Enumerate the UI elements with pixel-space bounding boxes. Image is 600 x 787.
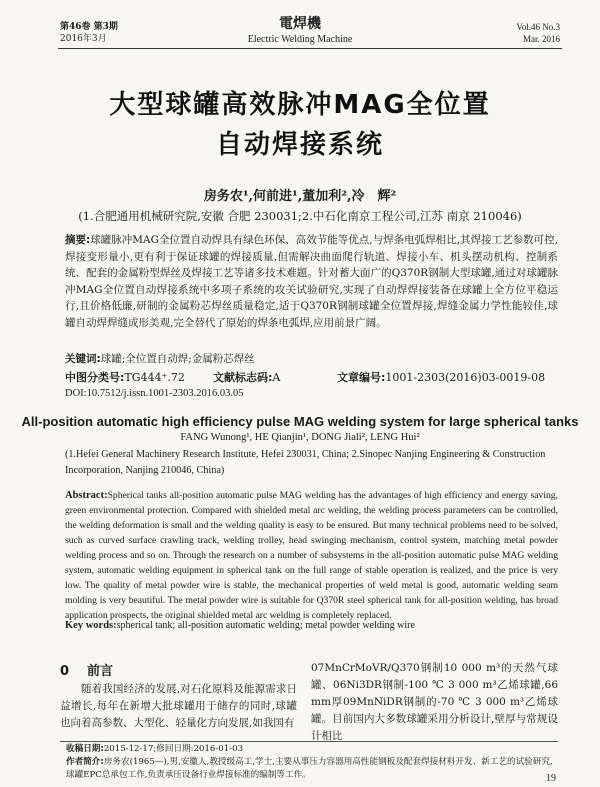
keywords-en-label: Key words: (65, 620, 117, 631)
footnote-rule (60, 741, 558, 742)
clc-value: TG444⁺.72 (124, 371, 185, 384)
journal-date-cn: 2016年3月 (60, 34, 107, 44)
abstract-cn (65, 232, 558, 331)
footnote-dates (66, 743, 558, 756)
keywords-en (65, 620, 558, 631)
keywords-cn (65, 351, 558, 368)
abstract-en (65, 488, 558, 623)
journal-date-en: Mar. 2016 (523, 34, 560, 44)
authors-cn: 房务农¹,何前进¹,董加利²,冷 辉² (203, 189, 397, 204)
affiliation-en: (1.Hefei General Machinery Research Institute, Hefei 230031, China; 2.Sinopec Nanjing Engineering & Construction Incorporation, Nanjing 210046, China) (65, 449, 546, 476)
article-number-label: 文章编号: (337, 371, 386, 384)
keywords-en-text: spherical tank; all-position automatic welding; metal powder welding wire (116, 620, 415, 631)
journal-logo: 電焊機 (279, 16, 321, 32)
journal-volume-cn: 第46卷 第3期 (60, 22, 118, 32)
journal-volume-en: Vol.46 No.3 (516, 22, 560, 32)
header-rule (58, 48, 562, 49)
page-number: 19 (546, 773, 556, 784)
journal-name-en: Electric Welding Machine (247, 34, 353, 45)
abstract-en-label: Abstract: (65, 490, 108, 501)
section-title: 前言 (87, 664, 114, 679)
doi: DOI:10.7512/j.issn.1001-2303.2016.03.05 (65, 388, 244, 399)
received-dates: 2015-12-17;修回日期:2016-01-03 (103, 744, 244, 754)
section-number: 0 (60, 664, 70, 679)
title-en: All-position automatic high efficiency pulse MAG welding system for large spherical tanks (21, 414, 579, 429)
clc-label: 中图分类号: (65, 371, 125, 384)
authors-en: FANG Wunong¹, HE Qianjin¹, DONG Jiali², LENG Hui² (180, 432, 420, 443)
article-number-value: 1001-2303(2016)03-0019-08 (385, 371, 546, 384)
affiliation-cn: (1.合肥通用机械研究院,安徽 合肥 230031;2.中石化南京工程公司,江苏 南京 210046) (78, 209, 522, 223)
abstract-en-text: Spherical tanks all-position automatic pulse MAG welding has the advantages of high efficiency and energy saving, green environmental protection. Compared with shielded metal arc welding, the welding process parameters can be controlled, the welding deformation is small and the welding quality is easy to be ensured. But many technical problems need to be solved, such as curved surface crawling track, welding trolley, head swinging mechanism, control system, matching metal powder welding process and so on. Through the research on a number of subsystems in the all-position automatic pulse MAG welding system, automatic welding equipment in spherical tank on the full range of stable operation is realized, and the price is very low. The quality of metal powder wire is stable, the mechanical properties of weld metal is good, automatic welding seam molding is very beautiful. The metal powder wire is suitable for Q370R steel spherical tank for all-position welding, has broad application prospects, the original shielded metal arc welding is completely replaced. (65, 490, 558, 621)
intro-left-column: 随着我国经济的发展,对石化原料及能源需求日益增长,每年在新增大批球罐用于储存的同时,球罐也向着高参数、大型化、轻量化方向发展,如我国有 (60, 683, 297, 729)
keywords-cn-text: 球罐;全位置自动焊;金属粉芯焊丝 (100, 353, 255, 365)
keywords-cn-label: 关键词: (65, 353, 101, 365)
section-heading (60, 660, 113, 679)
paper-title-line1: 大型球罐高效脉冲MAG全位置 (109, 90, 491, 120)
author-bio-text: 房务农(1965—),男,安徽人,教授级高工,学士,主要从事压力容器用高性能钢板及配套焊接材料开发、新工艺的试验研究,球罐EPC总承包工作,负责承压设备行业焊接标准的编制等工作。 (66, 757, 553, 780)
doc-code-value: A (272, 371, 281, 384)
abstract-cn-label: 摘要: (65, 234, 91, 246)
abstract-cn-text: 球罐脉冲MAG全位置自动焊具有绿色环保、高效节能等优点,与焊条电弧焊相比,其焊接工艺参数可控,焊接变形量小,更有利于保证球罐的焊接质量,但需解决曲面爬行轨道、焊接小车、机头摆动机构、控制系统、配套的金属粉型焊丝及焊接工艺等诸多技术难题。针对蓄大面广的Q370R钢制大型球罐,通过对球罐脉冲MAG全位置自动焊接系统中多项子系统的攻关试验研究,实现了自动焊焊接装备在球罐上全方位平稳运行,且价格低廉,研制的金属粉芯焊丝质量稳定,适于Q370R钢制球罐全位置焊接,焊缝金属力学性能较佳,球罐自动焊焊缝成形美观,完全替代了原始的焊条电弧焊,应用前景广阔。 (65, 234, 559, 329)
classification-row (65, 369, 558, 385)
received-date-label: 收稿日期: (66, 744, 104, 754)
intro-right-column: 07MnCrMoVR/Q370钢制10 000 m³的天然气球罐、06Ni3DR钢制-100 ℃ 3 000 m³乙烯球罐,66 mm厚09MnNiDR钢制的-70 ℃ 3 000 m³乙烯球罐。目前国内大多数球罐采用分析设计,壁厚与常规设计相比 (311, 662, 558, 742)
paper-title-line2: 自动焊接系统 (215, 130, 384, 160)
author-bio-label: 作者简介: (66, 757, 104, 767)
doc-code-label: 文献标志码: (213, 371, 273, 384)
footnote-author (66, 756, 558, 782)
